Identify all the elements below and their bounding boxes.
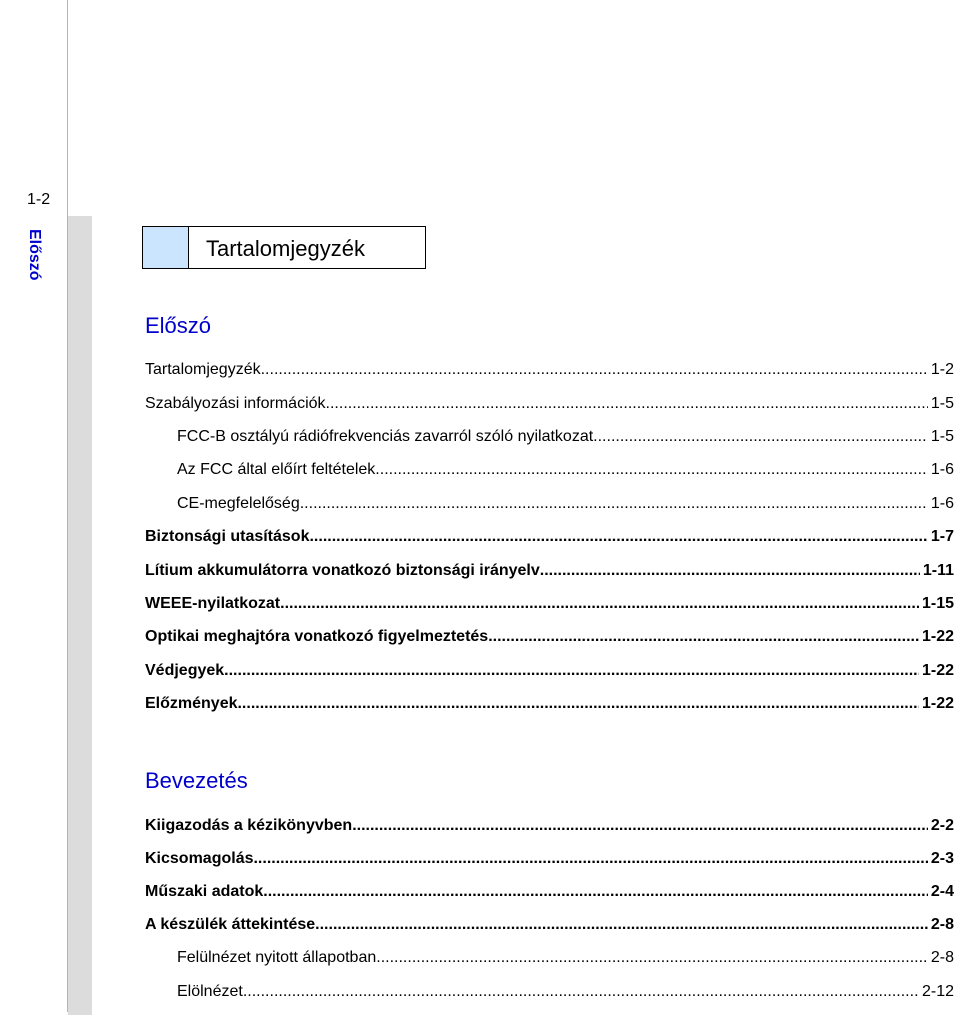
toc-entry[interactable] [145, 525, 954, 547]
title-square-decoration [143, 227, 189, 268]
toc-leader [540, 561, 920, 581]
toc-entry-title: FCC-B osztályú rádiófrekvenciás zavarról szóló nyilatkozat [177, 428, 594, 445]
toc-entry[interactable] [145, 659, 954, 681]
toc-leader [326, 394, 928, 414]
toc-entry-page: 1-5 [930, 428, 954, 445]
toc-entry-page: 1-6 [930, 461, 954, 478]
toc-entry-title: Biztonsági utasítások [145, 528, 310, 545]
toc-entry[interactable] [177, 980, 954, 1002]
toc-entry-page: 1-22 [921, 628, 954, 645]
toc-entry-page: 2-8 [930, 949, 954, 966]
toc-leader [593, 427, 928, 447]
toc-leader [253, 849, 927, 869]
toc-leader [352, 816, 928, 836]
toc-entry-title: Szabályozási információk [145, 395, 326, 412]
toc-entry[interactable] [145, 625, 954, 647]
toc-entry[interactable] [145, 592, 954, 614]
toc-leader [375, 460, 928, 480]
toc-entry[interactable] [145, 814, 954, 836]
toc-leader [300, 494, 928, 514]
toc-leader [263, 882, 928, 902]
toc-entry-page: 1-5 [930, 395, 954, 412]
toc-entry[interactable] [145, 692, 954, 714]
toc-entry-title: Műszaki adatok [145, 883, 264, 900]
toc-entry-page: 2-4 [930, 883, 954, 900]
toc-leader [376, 948, 928, 968]
toc-entry[interactable] [145, 358, 954, 380]
toc-entry[interactable] [177, 946, 954, 968]
toc-entry[interactable] [145, 847, 954, 869]
toc-leader [243, 982, 919, 1002]
toc-entry-page: 1-22 [921, 695, 954, 712]
toc-entry[interactable] [177, 425, 954, 447]
toc-entry[interactable] [145, 880, 954, 902]
toc-entry[interactable] [177, 458, 954, 480]
toc-entry-title: Kiigazodás a kézikönyvben [145, 817, 353, 834]
page-title: Tartalomjegyzék [206, 236, 365, 261]
toc-entry-page: 2-3 [930, 850, 954, 867]
toc-leader [309, 527, 927, 547]
toc-leader [224, 661, 919, 681]
page-number: 1-2 [27, 191, 51, 208]
title-box [142, 226, 426, 269]
toc-entry-page: 2-2 [930, 817, 954, 834]
toc-entry-page: 2-8 [930, 916, 954, 933]
toc-entry-title: Előzmények [145, 695, 238, 712]
toc-entry-title: A készülék áttekintése [145, 916, 316, 933]
toc-entry-title: Kicsomagolás [145, 850, 254, 867]
toc-entry-title: CE-megfelelőség [177, 495, 300, 512]
toc-entry-page: 1-11 [922, 562, 954, 579]
section-heading-bevezetes: Bevezetés [145, 768, 248, 793]
toc-entry[interactable] [145, 559, 954, 581]
toc-entry-page: 1-22 [921, 662, 954, 679]
toc-entry-page: 1-2 [930, 361, 954, 378]
toc-entry-page: 2-12 [921, 983, 954, 1000]
toc-entry-title: Tartalomjegyzék [145, 361, 261, 378]
toc-entry[interactable] [145, 392, 954, 414]
toc-entry-title: Az FCC által előírt feltételek [177, 461, 376, 478]
toc-entry-title: Elölnézet [177, 983, 243, 1000]
toc-entry-title: Felülnézet nyitott állapotban [177, 949, 377, 966]
toc-entry-title: Védjegyek [145, 662, 225, 679]
toc-leader [280, 594, 919, 614]
toc-leader [488, 627, 919, 647]
toc-entry[interactable] [177, 492, 954, 514]
toc-entry-page: 1-7 [930, 528, 954, 545]
toc-leader [261, 360, 928, 380]
section-heading-eloszo: Előszó [145, 313, 212, 338]
toc-entry-title: WEEE-nyilatkozat [145, 595, 281, 612]
toc-entry-title: Optikai meghajtóra vonatkozó figyelmeztetés [145, 628, 489, 645]
sidebar-bar [68, 216, 92, 1015]
toc-leader [315, 915, 928, 935]
toc-leader [237, 694, 918, 714]
toc-entry-title: Lítium akkumulátorra vonatkozó biztonsági irányelv [145, 562, 540, 579]
toc-entry-page: 1-6 [930, 495, 954, 512]
toc-entry[interactable] [145, 913, 954, 935]
toc-entry-page: 1-15 [921, 595, 954, 612]
